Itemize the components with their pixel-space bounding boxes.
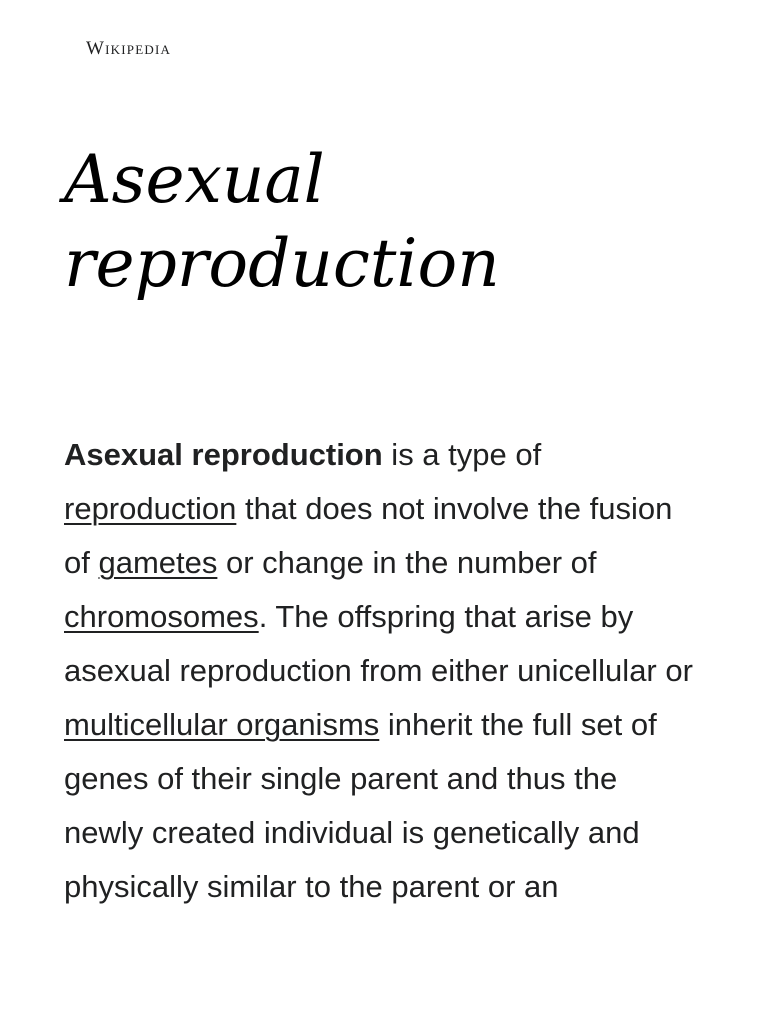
link-chromosomes[interactable]: chromosomes	[64, 599, 259, 634]
text-fragment: inherit the full set of genes of their single parent and thus the newly created individual is genetically and physically similar to the parent or an	[64, 707, 657, 904]
bold-term: Asexual reproduction	[64, 437, 383, 472]
text-fragment: or change in the number of	[217, 545, 597, 580]
site-header	[86, 38, 171, 68]
text-fragment: that does not involve the fusion of	[64, 491, 673, 580]
wikipedia-wordmark-logo[interactable]: Wikipedia	[86, 38, 172, 59]
link-gametes[interactable]: gametes	[98, 545, 218, 580]
page-title: Asexual reproduction	[64, 141, 500, 302]
link-multicellular-organisms[interactable]: multicellular organisms	[64, 707, 380, 742]
text-fragment: . The offspring that arise by asexual reproduction from either unicellular or	[64, 599, 693, 688]
lead-paragraph	[64, 428, 704, 914]
text-fragment: is a type of	[382, 437, 542, 472]
link-reproduction[interactable]: reproduction	[64, 491, 237, 526]
